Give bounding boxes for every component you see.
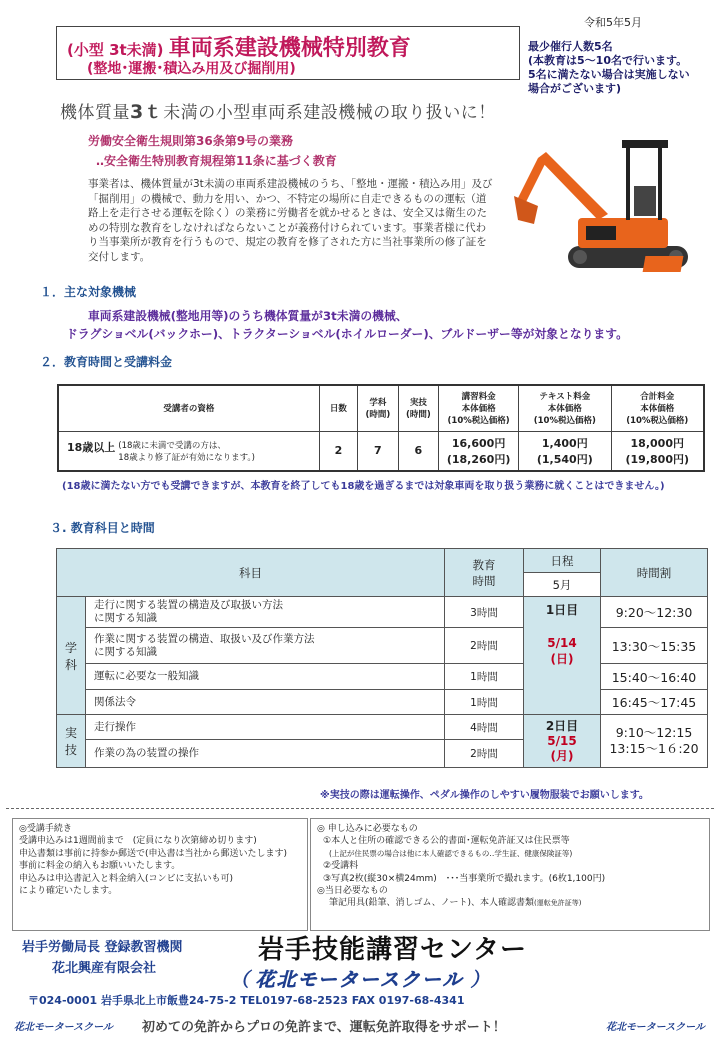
day2-label: 2日目 bbox=[545, 718, 579, 733]
subject: 走行に関する装置の構造及び取扱い方法 に関する知識 bbox=[86, 597, 445, 628]
fee-header-row bbox=[58, 385, 704, 431]
requirement-item: ①本人と住所の確認できる公的書面･運転免許証又は住民票等 bbox=[323, 836, 570, 847]
fee-practice-hours: 6 bbox=[398, 431, 439, 471]
hero-suffix: 未満の小型車両系建設機械の取り扱いに！ bbox=[163, 103, 496, 123]
subject: 作業の為の装置の操作 bbox=[86, 740, 445, 768]
day2-weekday: (月) bbox=[550, 748, 574, 763]
schedule-header-row bbox=[57, 549, 708, 573]
issue-date: 令和5年5月 bbox=[584, 16, 642, 29]
subject-hours: 2時間 bbox=[445, 628, 524, 664]
group-practice: 実 技 bbox=[57, 715, 86, 768]
subject-time: 9:20～12:30 bbox=[601, 597, 708, 628]
fee-days: 2 bbox=[319, 431, 357, 471]
practice-attire-note: ※実技の際は運転操作、ペダル操作のしやすい履物服装でお願いします。 bbox=[320, 790, 649, 801]
day1-date: 5/14 bbox=[547, 636, 577, 650]
org-company: 花北興産有限会社 bbox=[52, 961, 157, 976]
subject: 関係法令 bbox=[86, 690, 445, 715]
day-needs-title: ◎当日必要なもの bbox=[317, 886, 388, 897]
schedule-row bbox=[57, 664, 708, 690]
fee-qual-cell bbox=[58, 431, 319, 471]
schedule-header-timetable: 時間割 bbox=[601, 549, 708, 597]
law-reference-sub: ‥安全衛生特別教育規程第11条に基づく教育 bbox=[96, 154, 337, 168]
subject-hours: 4時間 bbox=[445, 715, 524, 740]
fee-qual-main: 18歳以上 bbox=[67, 440, 116, 454]
group-theory: 学 科 bbox=[57, 597, 86, 715]
schedule-row bbox=[57, 690, 708, 715]
schedule-row bbox=[57, 597, 708, 628]
subject-hours: 1時間 bbox=[445, 664, 524, 690]
requirements-title: ◎ 申し込みに必要なもの bbox=[317, 824, 418, 834]
fee-header-text: テキスト料金 本体価格 (10%税込価格) bbox=[519, 385, 611, 431]
subject: 作業に関する装置の構造、取扱い及び作業方法 に関する知識 bbox=[86, 628, 445, 664]
school-subname bbox=[230, 965, 489, 992]
schedule-header-hours: 教育 時間 bbox=[445, 549, 524, 597]
hero-tagline bbox=[60, 97, 496, 124]
day2-cell bbox=[524, 715, 601, 768]
fee-header-total: 合計料金 本体価格 (10%税込価格) bbox=[611, 385, 704, 431]
hero-bold: 3ｔ bbox=[130, 101, 164, 123]
excavator-image bbox=[508, 128, 708, 288]
target-machines-line1: 車両系建設機械(整地用等)のうち機体質量が3t未満の機械、 bbox=[88, 309, 408, 323]
day-needs-line bbox=[317, 897, 703, 909]
subject-hours: 3時間 bbox=[445, 597, 524, 628]
intro-paragraph: 事業者は、機体質量が3t未満の車両系建設機械のうち、「整地・運搬・積込み用」及び「掘削用」の機械で、動力を用い、かつ、不特定の場所に自走できるものの運転（道路上を走行させる運転を除く）の業務に労働者を就かせるときは、安全又は衛生のための特別な教育をしなければならないことが義務付けられています。事業者様に代わり当事業所が教育を行うもので、規定の教育を修了された方に当社事業所の修了証を交付します。 bbox=[88, 178, 493, 263]
footer-slogan: 初めての免許からプロの免許まで、運転免許取得をサポート！ bbox=[142, 1020, 506, 1035]
requirement-item: ③写真2枚(縦30×横24mm) ･･･当事業所で撮れます。(6枚1,100円) bbox=[323, 873, 606, 884]
schedule-row bbox=[57, 628, 708, 664]
fee-total: 18,000円 (19,800円) bbox=[611, 431, 704, 471]
footer-logo-left: 花北モータースクール bbox=[14, 1022, 113, 1033]
section-1-title: １．主な対象機械 bbox=[40, 285, 137, 299]
fee-header-qual: 受講者の資格 bbox=[58, 385, 319, 431]
practice-time: 9:10～12:15 13:15～1６:20 bbox=[601, 715, 708, 768]
fee-header-fee: 講習料金 本体価格 (10%税込価格) bbox=[439, 385, 519, 431]
day-needs-note: (運転免許証等) bbox=[534, 899, 582, 908]
subject-time: 13:30～15:35 bbox=[601, 628, 708, 664]
motor-school-logo: 花北モータースクール bbox=[255, 969, 464, 991]
title-small: (小型 3t未満) bbox=[67, 41, 164, 59]
schedule-table bbox=[56, 548, 708, 768]
paren-open: （ bbox=[230, 969, 250, 991]
procedure-body: 受講申込みは1週間前まで (定員になり次第締め切ります) 申込書類は事前に持参か郵送で(申込書は当社から郵送いたします) 事前に料金の納入もお願いいたします。 申込みは申込書記入と料金納入(コンビに支払いも可) により確定いたします。 bbox=[19, 836, 288, 897]
subject-hours: 1時間 bbox=[445, 690, 524, 715]
title-sub: (整地･運搬･積込み用及び掘削用) bbox=[87, 61, 296, 77]
age-note: (18歳に満たない方でも受講できますが、本教育を終了しても18歳を過ぎるまでは対象車両を取り扱う業務に就くことはできません。) bbox=[62, 481, 665, 492]
section-2-title: ２．教育時間と受講料金 bbox=[40, 355, 173, 369]
divider bbox=[6, 808, 714, 809]
requirement-item: ②受講料 bbox=[323, 861, 359, 872]
paren-close: ） bbox=[470, 969, 490, 991]
subject: 走行操作 bbox=[86, 715, 445, 740]
subject-hours: 2時間 bbox=[445, 740, 524, 768]
requirement-item-note: (上記が住民票の場合は他に本人確認できるもの‥学生証、健康保険証等) bbox=[329, 848, 573, 858]
procedure-box bbox=[12, 818, 308, 931]
day1-cell bbox=[524, 597, 601, 715]
day1-weekday: (日) bbox=[550, 652, 574, 666]
min-participants-note: 最少催行人数5名 (本教育は5～10名で行います。 5名に満たない場合は実施しない 場合がございます) bbox=[528, 40, 690, 95]
fee-table bbox=[57, 384, 705, 472]
section-3-title: ３. 教育科目と時間 bbox=[50, 521, 155, 535]
law-reference: 労働安全衛生規則第36条第9号の業務 bbox=[88, 134, 294, 148]
fee-text: 1,400円 (1,540円) bbox=[519, 431, 611, 471]
fee-header-practice: 実技 (時間) bbox=[398, 385, 439, 431]
fee-header-days: 日数 bbox=[319, 385, 357, 431]
target-machines-line2: ドラグショベル(バックホー)、トラクターショベル(ホイルローダー)、ブルドーザー等が対象となります。 bbox=[66, 327, 628, 341]
footer-logo-right: 花北モータースクール bbox=[606, 1022, 705, 1033]
hero-prefix: 機体質量 bbox=[60, 103, 130, 123]
subject: 運転に必要な一般知識 bbox=[86, 664, 445, 690]
fee-header-theory: 学科 (時間) bbox=[358, 385, 399, 431]
title-box bbox=[56, 26, 520, 80]
fee-row bbox=[58, 431, 704, 471]
schedule-month: 5月 bbox=[524, 573, 601, 597]
subject-time: 16:45～17:45 bbox=[601, 690, 708, 715]
schedule-row bbox=[57, 715, 708, 740]
day-needs-body: 筆記用具(鉛筆、消しゴム、ノート)、本人確認書類 bbox=[329, 898, 535, 909]
requirements-box bbox=[310, 818, 710, 931]
schedule-header-schedule: 日程 bbox=[524, 549, 601, 573]
subject-time: 15:40～16:40 bbox=[601, 664, 708, 690]
org-registration: 岩手労働局長 登録教習機関 bbox=[22, 940, 183, 955]
day2-date: 5/15 bbox=[547, 733, 577, 748]
schedule-header-subject: 科目 bbox=[57, 549, 445, 597]
day1-label: 1日目 bbox=[545, 603, 579, 617]
school-name: 岩手技能講習センター bbox=[258, 935, 527, 965]
title-main: 車両系建設機械特別教育 bbox=[168, 36, 411, 61]
address-line: 〒024-0001 岩手県北上市飯豊24-75-2 TEL0197-68-2523 FAX 0197-68-4341 bbox=[28, 994, 465, 1007]
fee-course: 16,600円 (18,260円) bbox=[439, 431, 519, 471]
fee-qual-note: (18歳に未満で受講の方は、 18歳より修了証が有効になります。) bbox=[118, 440, 255, 463]
procedure-title: ◎受講手続き bbox=[19, 824, 72, 834]
fee-theory-hours: 7 bbox=[358, 431, 399, 471]
